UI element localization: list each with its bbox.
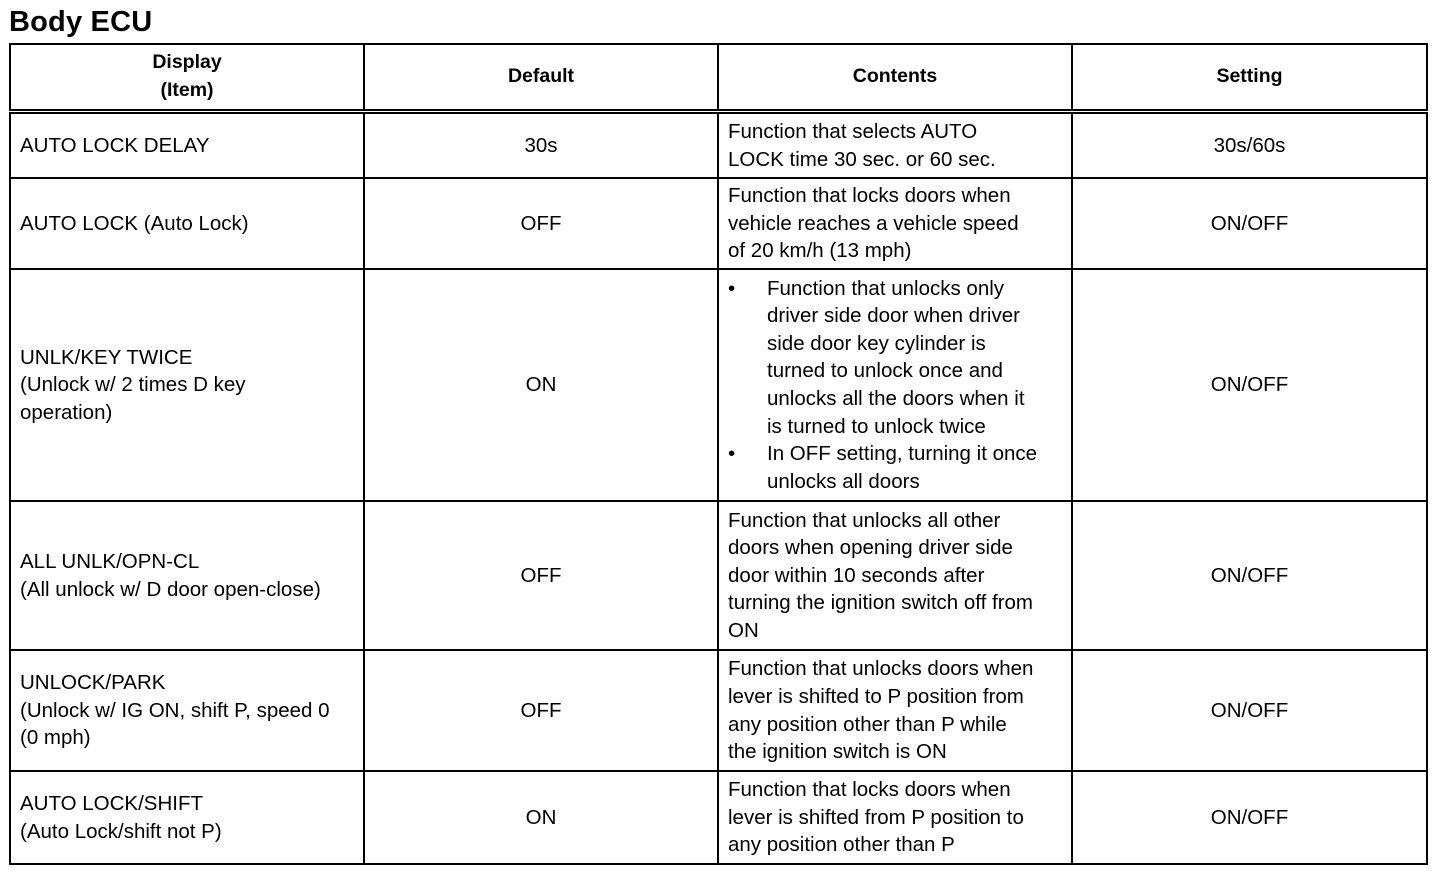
cell-display	[10, 178, 364, 269]
cell-default: OFF	[364, 501, 718, 650]
bullet-item	[728, 275, 1062, 441]
cell-setting: ON/OFF	[1072, 771, 1427, 864]
contents-line: the ignition switch is ON	[728, 740, 947, 764]
cell-display	[10, 269, 364, 501]
bullet-item	[728, 440, 1062, 495]
cell-contents	[718, 771, 1072, 864]
table-row	[10, 269, 1427, 501]
header-default: Default	[364, 44, 718, 112]
display-line: UNLOCK/PARK	[20, 671, 166, 695]
cell-display	[10, 501, 364, 650]
bullet-line: is turned to unlock twice	[767, 414, 986, 438]
display-line: operation)	[20, 400, 113, 424]
cell-setting: ON/OFF	[1072, 269, 1427, 501]
cell-default: ON	[364, 269, 718, 501]
contents-line: door within 10 seconds after	[728, 563, 985, 587]
contents-line: doors when opening driver side	[728, 536, 1013, 560]
cell-display	[10, 771, 364, 864]
display-line: ALL UNLK/OPN-CL	[20, 549, 200, 573]
display-line: UNLK/KEY TWICE	[20, 345, 193, 369]
contents-line: any position other than P while	[728, 712, 1007, 736]
contents-line: Function that locks doors when	[728, 778, 1011, 802]
table-row	[10, 501, 1427, 650]
bullet-line: unlocks all doors	[767, 469, 920, 493]
cell-default: OFF	[364, 650, 718, 771]
cell-setting: ON/OFF	[1072, 501, 1427, 650]
display-line: (Auto Lock/shift not P)	[20, 819, 222, 843]
bullet-line: unlocks all the doors when it	[767, 387, 1025, 410]
contents-line: any position other than P	[728, 833, 955, 857]
bullet-line: driver side door when driver	[767, 304, 1020, 328]
cell-setting: 30s/60s	[1072, 112, 1427, 179]
cell-display	[10, 650, 364, 771]
display-line: (All unlock w/ D door open-close)	[20, 577, 321, 601]
header-setting: Setting	[1072, 44, 1427, 112]
header-display-sublabel: (Item)	[160, 79, 214, 101]
contents-line: Function that unlocks doors when	[728, 657, 1034, 681]
cell-contents	[718, 501, 1072, 650]
contents-line: of 20 km/h (13 mph)	[728, 239, 912, 263]
bullet-line: In OFF setting, turning it once	[767, 442, 1038, 466]
display-line: (0 mph)	[20, 726, 91, 750]
contents-line: lever is shifted from P position to	[728, 805, 1024, 829]
header-display-label: Display	[152, 51, 222, 74]
cell-contents	[718, 650, 1072, 771]
display-line: AUTO LOCK (Auto Lock)	[20, 211, 249, 235]
header-contents: Contents	[718, 44, 1072, 112]
display-line: (Unlock w/ 2 times D key	[20, 373, 246, 397]
contents-line: ON	[728, 618, 759, 642]
cell-default: 30s	[364, 112, 718, 179]
contents-bullet-list	[728, 275, 1062, 496]
contents-line: Function that selects AUTO	[728, 119, 978, 143]
cell-default: OFF	[364, 178, 718, 269]
contents-line: Function that locks doors when	[728, 184, 1011, 208]
contents-line: lever is shifted to P position from	[728, 684, 1024, 708]
table-row	[10, 650, 1427, 771]
cell-setting: ON/OFF	[1072, 178, 1427, 269]
header-display	[10, 44, 364, 112]
bullet-line: Function that unlocks only	[767, 276, 1005, 300]
cell-setting: ON/OFF	[1072, 650, 1427, 771]
table-header-row	[10, 44, 1427, 112]
table-row	[10, 178, 1427, 269]
contents-line: turning the ignition switch off from	[728, 591, 1033, 615]
display-line: AUTO LOCK DELAY	[20, 133, 210, 157]
cell-contents	[718, 269, 1072, 501]
bullet-line: side door key cylinder is	[767, 331, 986, 355]
cell-contents	[718, 112, 1072, 179]
bullet-dot: •	[728, 276, 736, 300]
page-title: Body ECU	[9, 6, 153, 38]
contents-line: vehicle reaches a vehicle speed	[728, 211, 1019, 235]
contents-line: LOCK time 30 sec. or 60 sec.	[728, 147, 996, 171]
display-line: (Unlock w/ IG ON, shift P, speed 0	[20, 698, 330, 722]
cell-default: ON	[364, 771, 718, 864]
cell-display	[10, 112, 364, 179]
cell-contents	[718, 178, 1072, 269]
body-ecu-table	[9, 43, 1428, 865]
table-row	[10, 771, 1427, 864]
contents-line: Function that unlocks all other	[728, 508, 1001, 532]
bullet-line: turned to unlock once and	[767, 359, 1003, 383]
display-line: AUTO LOCK/SHIFT	[20, 791, 204, 815]
bullet-dot: •	[728, 442, 736, 466]
table-row	[10, 112, 1427, 179]
